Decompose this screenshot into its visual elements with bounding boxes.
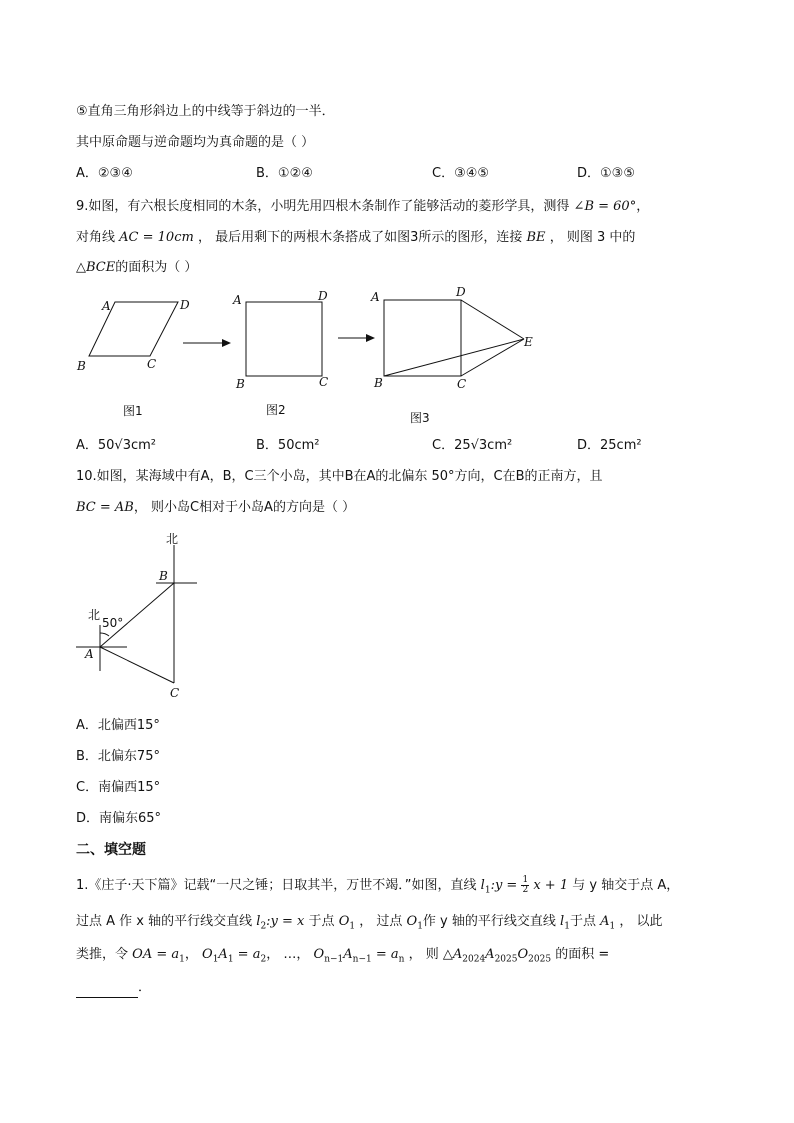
fig3-caption: 图3 (410, 411, 430, 425)
f1-line3: 类推，令 OA = $a_1$， $O_1A_1 = a_2$， …， $O_{n-1}A_{n-1} = a_n$ ， 则 $\triangle A_{2024}A_{2025}O_{2025}$ 的面积 = (76, 947, 610, 965)
fig3-label-b: B (374, 376, 383, 390)
fig2-label-c: C (319, 375, 329, 389)
fig2-label-d: D (318, 289, 328, 303)
fraction-one-half: $\frac{1}{2}$ (522, 875, 529, 895)
q8-option-b: B．①②④ (256, 166, 313, 181)
q10-figure (60, 523, 260, 713)
q10-line2: BC = AB， 则小岛C相对于小岛A的方向是（ ） (76, 500, 356, 515)
q9-figures (0, 286, 794, 436)
q9-angle-b: ∠B = 60° (573, 199, 637, 214)
q8-stem: 其中原命题与逆命题均为真命题的是（ ） (76, 135, 315, 150)
fig2-label-a: A (233, 293, 242, 307)
answer-blank[interactable] (76, 983, 138, 998)
q9-line1: 9.如图，有六根长度相同的木条，小明先用四根木条制作了能够活动的菱形学具，测得 ∠B = 60°， (76, 199, 650, 214)
fig1-label-a: A (102, 299, 111, 313)
f1-line2: 过点 A 作 x 轴的平行线交直线 $l_2:y = x$ 于点 $O_1$ ， 过点 $O_1$作 y 轴的平行线交直线 $l_1$于点 $A_1$ ， 以此 (76, 914, 663, 932)
q10-option-d: D．南偏东65° (76, 811, 162, 826)
fig2-label-b: B (236, 377, 245, 391)
arrow-2 (338, 334, 375, 342)
q9-line3: △BCE的面积为（ ） (76, 260, 198, 275)
q9-diagonal-ac: AC = 10cm (119, 230, 194, 245)
figure-2-square (232, 289, 328, 391)
fig1-caption: 图1 (123, 404, 143, 418)
f1-line1: 1.《庄子·天下篇》记载“一尺之锤；日取其半，万世不竭．”如图，直线 $l_1:y$ = $\frac{1}{2}$ x + 1 与 y 轴交于点 A， (76, 875, 680, 896)
q9-line2: 对角线 AC = 10cm ， 最后用剩下的两根木条搭成了如图3所示的图形，连接 BE ， 则图 3 中的 (76, 230, 636, 245)
fig3-label-c: C (457, 377, 467, 391)
q8-option-d: D．①③⑤ (577, 166, 635, 181)
q10-option-b: B．北偏东75° (76, 749, 160, 764)
fig3-label-a: A (371, 290, 380, 304)
q9-option-c: C．25√3cm² (432, 438, 513, 453)
f1-answer-line: ． (76, 978, 151, 998)
arrow-1 (183, 339, 231, 347)
fig2-caption: 图2 (266, 403, 286, 417)
q10-label-b: B (159, 569, 168, 583)
fig1-label-d: D (180, 298, 190, 312)
q8-option-a: A．②③④ (76, 166, 133, 181)
fig3-label-d: D (456, 286, 466, 299)
fig1-label-c: C (147, 357, 157, 371)
angle-label: 50° (102, 616, 124, 630)
section-title: 二、填空题 (76, 842, 146, 858)
q10-option-c: C．南偏西15° (76, 780, 161, 795)
q9-option-b: B．50cm² (256, 438, 320, 453)
q9-option-d: D．25cm² (577, 438, 642, 453)
q9-option-a: A．50√3cm² (76, 438, 157, 453)
north-label-left: 北 (88, 608, 101, 622)
q10-label-c: C (170, 686, 180, 700)
fig3-label-e: E (524, 335, 533, 349)
q10-line1: 10.如图，某海域中有A，B，C三个小岛，其中B在A的北偏东 50°方向，C在B的正南方，且 (76, 469, 603, 484)
q8-item5: ⑤直角三角形斜边上的中线等于斜边的一半． (76, 104, 335, 119)
fig1-label-b: B (77, 359, 86, 373)
q10-label-a: A (85, 647, 94, 661)
figure-1-rhombus (76, 298, 190, 373)
q9-triangle-bce: △BCE (76, 260, 116, 275)
q10-condition: BC = AB (76, 500, 134, 515)
figure-3 (370, 286, 533, 391)
q10-option-a: A．北偏西15° (76, 718, 160, 733)
q8-option-c: C．③④⑤ (432, 166, 490, 181)
north-label-top: 北 (166, 532, 179, 546)
